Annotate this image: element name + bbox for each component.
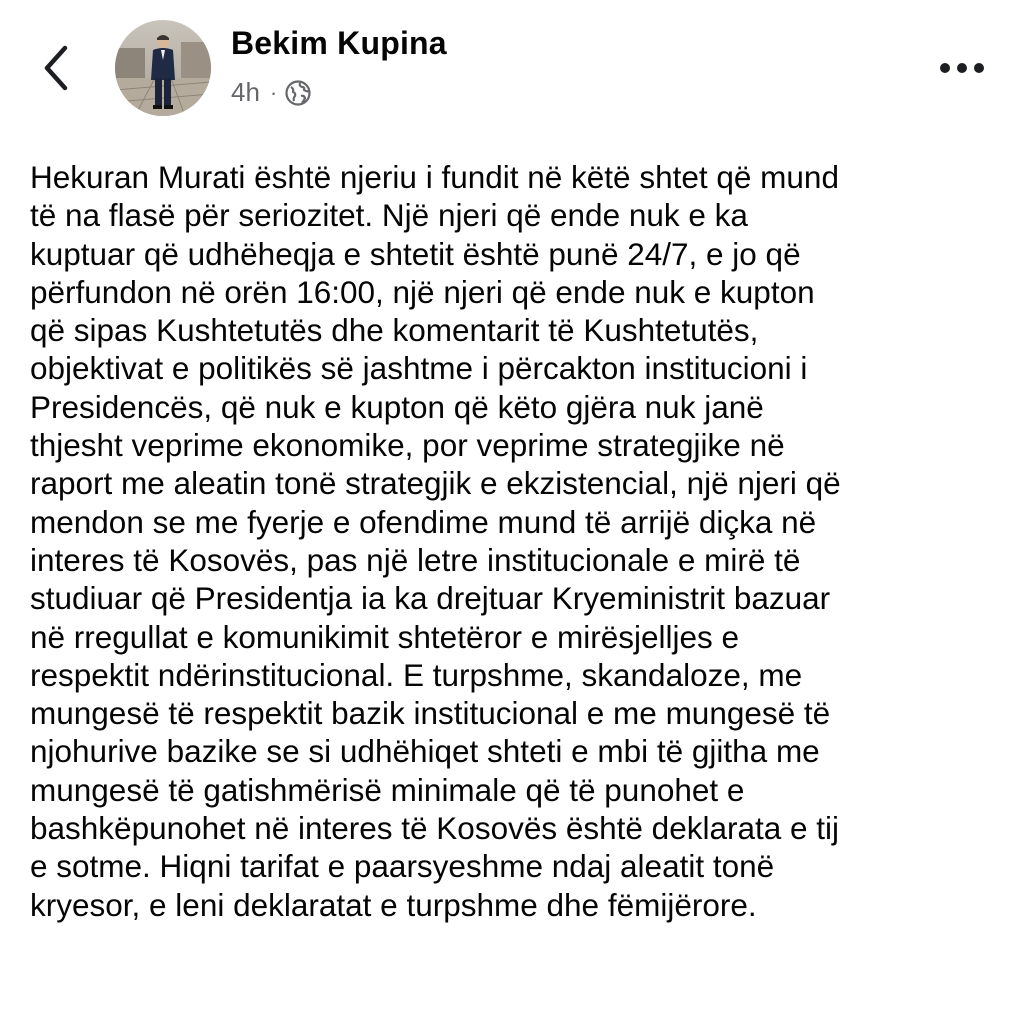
profile-photo-icon <box>115 20 211 116</box>
post-text-line: mungesë të gatishmërisë minimale që të punohet e <box>30 771 745 808</box>
post-time[interactable]: 4h <box>231 77 260 107</box>
more-options-button[interactable] <box>934 50 990 86</box>
post-text-line: Hekuran Murati është njeriu i fundit në këtë shtet që mund <box>30 159 839 195</box>
post-text-line: që sipas Kushtetutës dhe komentarit të Kushtetutës, <box>30 312 759 349</box>
globe-icon[interactable] <box>285 80 311 106</box>
post-text <box>30 158 998 924</box>
post-text-line: studiuar që Presidentja ia ka drejtuar Kryeministrit bazuar <box>30 580 831 617</box>
post-text-line: respektit ndërinstitucional. E turpshme, skandaloze, me <box>30 656 803 693</box>
more-horizontal-icon <box>939 62 985 74</box>
post-text-line: raport me aleatin tonë strategjik e ekzistencial, një njeri që <box>30 465 841 502</box>
post-text-line: mungesë të respektit bazik institucional e me mungesë të <box>30 695 831 732</box>
author-name[interactable]: Bekim Kupina <box>231 25 447 61</box>
post-text-line: kuptuar që udhëheqja e shtetit është punë 24/7, e jo që <box>30 235 801 272</box>
post-text-line: interes të Kosovës, pas një letre institucionale e mirë të <box>30 541 801 578</box>
post-text-line: Presidencës, që nuk e kupton që këto gjëra nuk janë <box>30 388 764 425</box>
back-button[interactable] <box>30 38 82 98</box>
post-text-line: të na flasë për seriozitet. Një njeri që ende nuk e ka <box>30 197 748 234</box>
post-meta <box>231 77 311 108</box>
post-text-line: thjesht veprime ekonomike, por veprime strategjike në <box>30 427 785 464</box>
post-text-line: në rregullat e komunikimit shtetëror e mirësjelljes e <box>30 618 740 655</box>
post-text-line: kryesor, e leni deklaratat e turpshme dhe fëmijërore. <box>30 886 757 923</box>
meta-separator: · <box>269 79 278 105</box>
post-text-line: bashkëpunohet në interes të Kosovës është deklarata e tij <box>30 810 840 847</box>
chevron-left-icon <box>41 44 71 92</box>
post-text-line: objektivat e politikës së jashtme i përcakton institucioni i <box>30 350 808 387</box>
avatar[interactable] <box>115 20 211 116</box>
post-text-line: mendon se me fyerje e ofendime mund të arrijë diçka në <box>30 503 817 540</box>
post-text-line: përfundon në orën 16:00, një njeri që ende nuk e kupton <box>30 273 815 310</box>
post-text-line: e sotme. Hiqni tarifat e paarsyeshme ndaj aleatit tonë <box>30 848 775 885</box>
post-text-line: njohurive bazike se si udhëhiqet shteti e mbi të gjitha me <box>30 733 820 770</box>
